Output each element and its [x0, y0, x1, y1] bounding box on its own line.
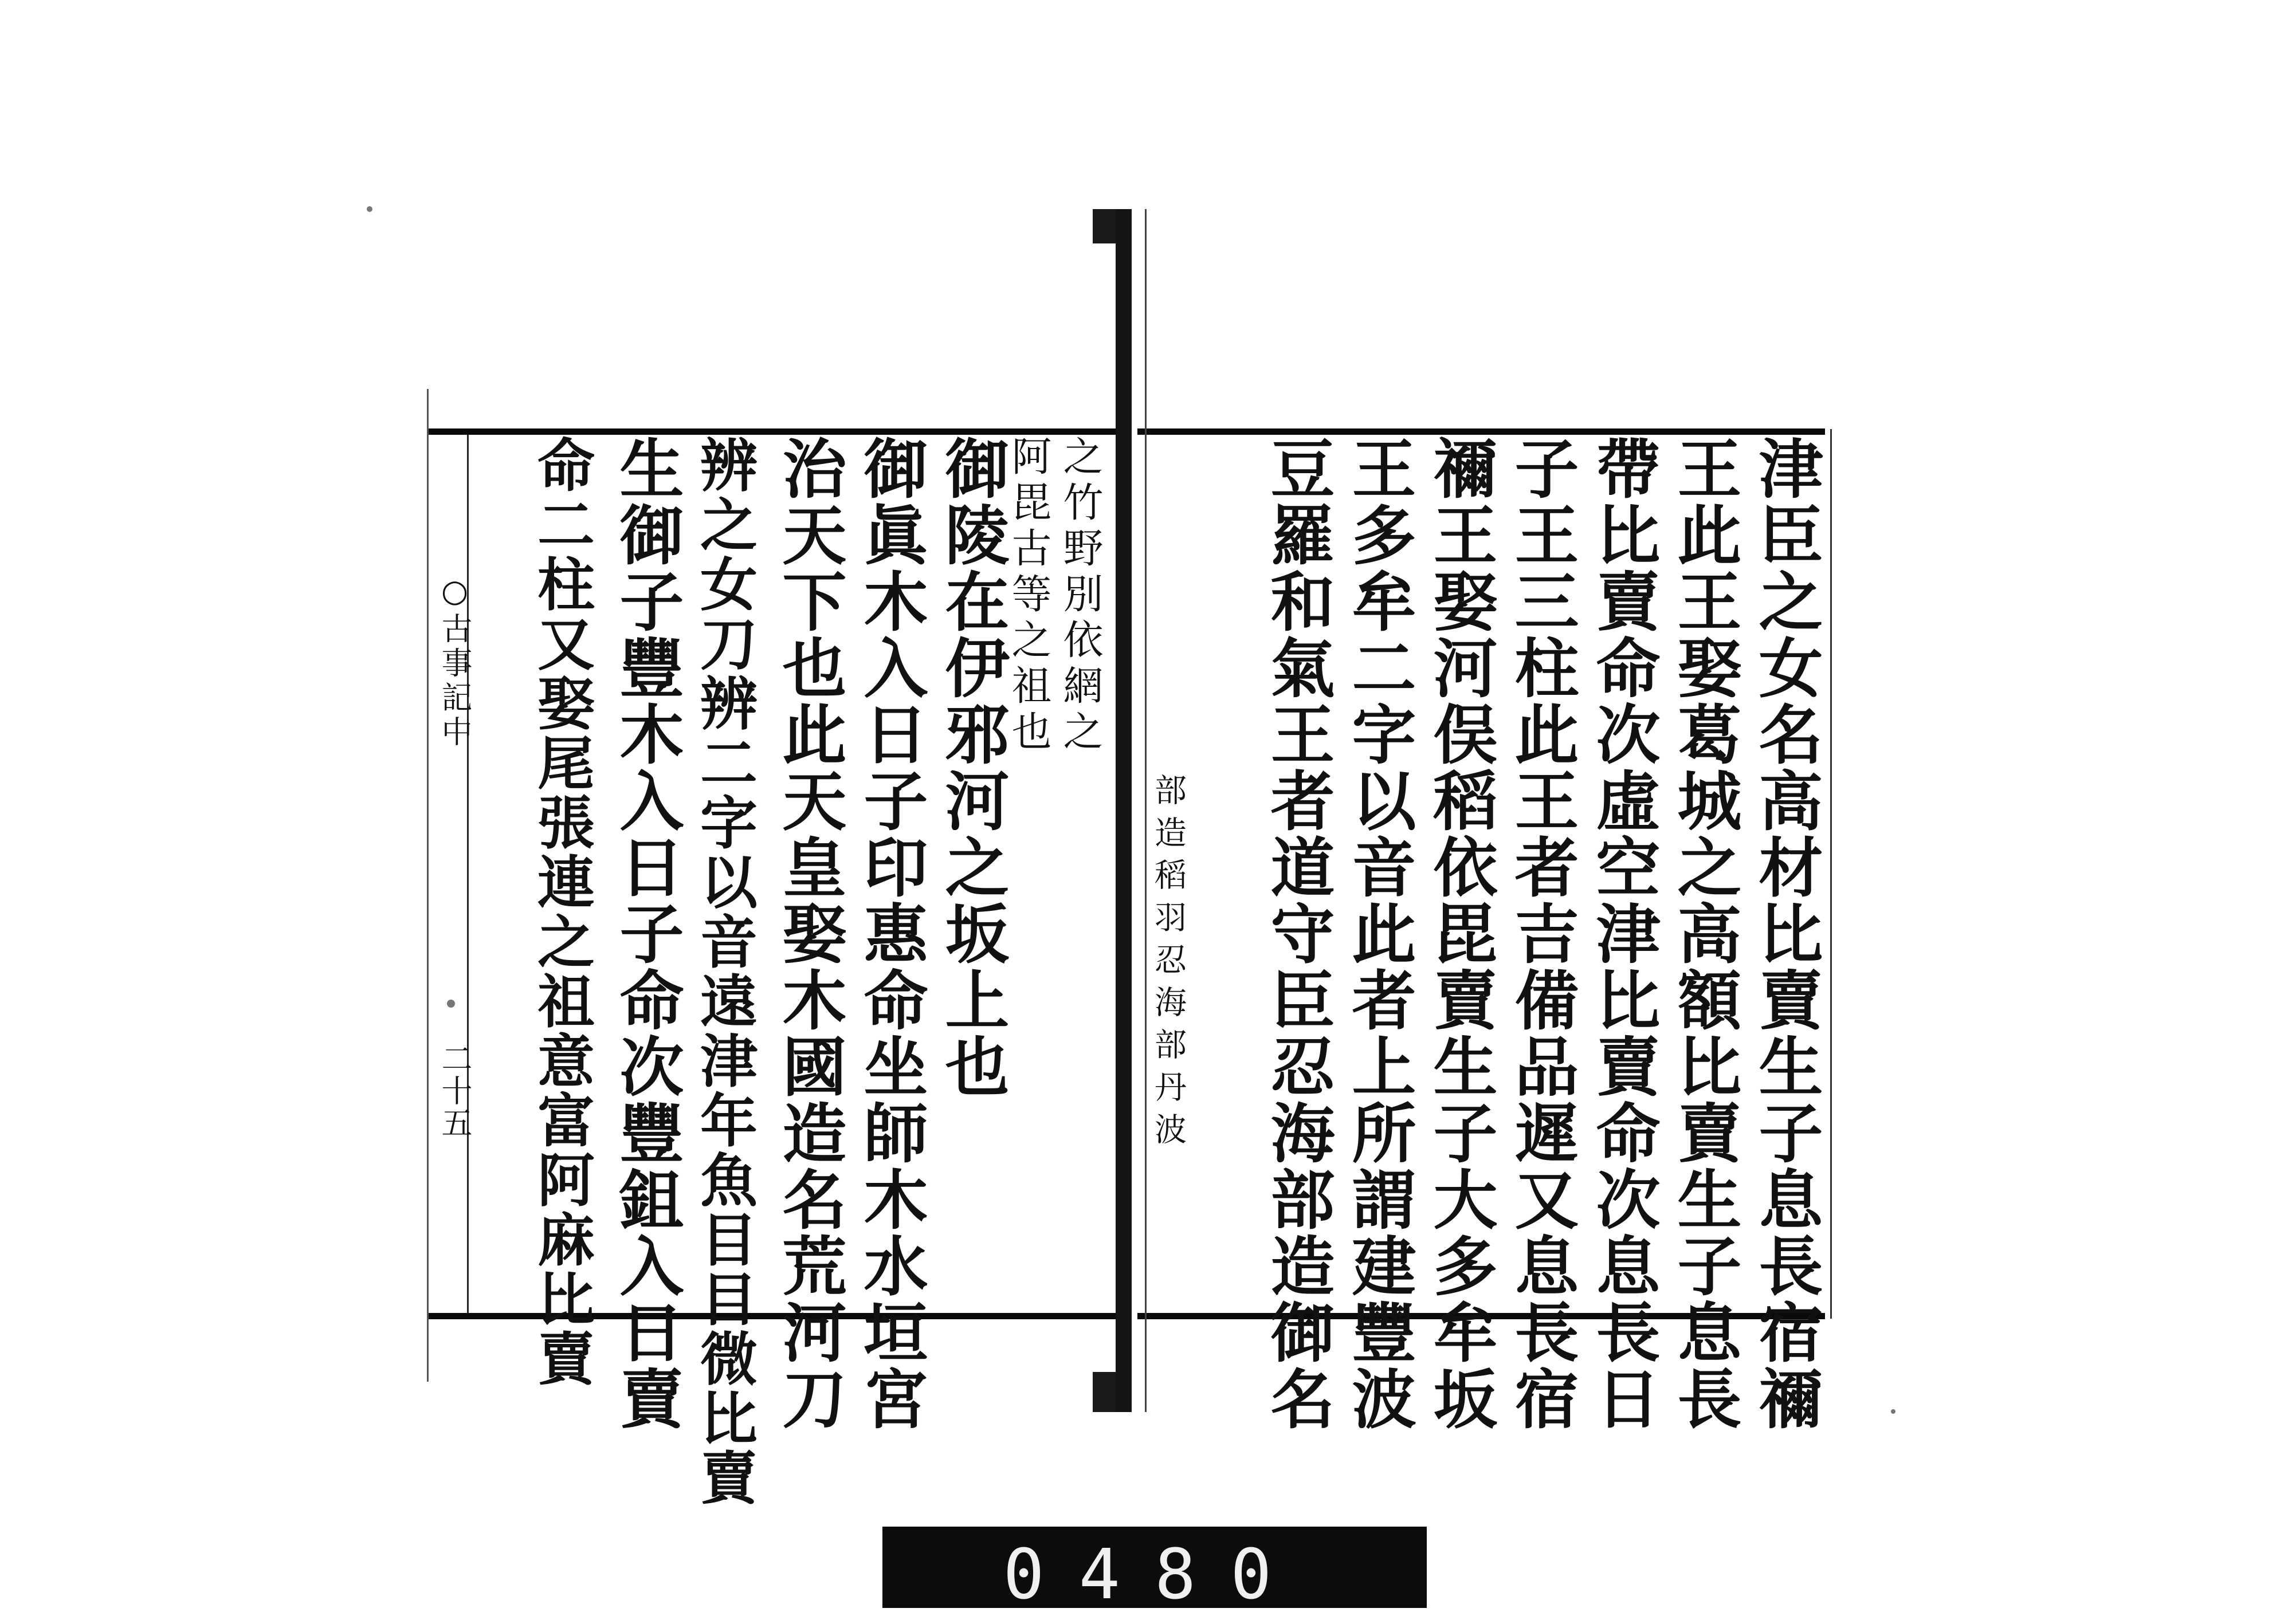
left-page-outer-rule	[427, 389, 429, 1382]
right-page-column-7: 豆羅和氣王者道守臣忍海部造御名	[1260, 435, 1335, 1432]
right-page-column-4: 子王三柱此王者吉備品遲又息長宿	[1504, 435, 1579, 1432]
left-page-column-6: 命二柱又娶尾張連之祖意富阿麻比賣	[528, 435, 595, 1389]
gutter-edge-line	[1145, 209, 1147, 1412]
margin-book-title: ○古事記中	[437, 573, 473, 750]
right-page-column-5: 禰王娶河俣稻依毘賣生子大多牟坂	[1423, 435, 1498, 1432]
left-page-column-5: 生御子豐木入日子命次豐鉏入日賣	[609, 435, 684, 1432]
right-page-outer-rule	[1830, 429, 1832, 1319]
right-page-column-6: 王多牟二字以音此者上所謂建豐波	[1341, 435, 1416, 1432]
archive-number-plate: 0480	[882, 1527, 1427, 1608]
left-page-note-column-2: 阿毘古等之祖也	[1005, 435, 1052, 756]
left-page-note-column-1: 之竹野別依網之	[1057, 435, 1104, 756]
right-page-column-2: 王此王娶葛城之高額比賣生子息長	[1667, 435, 1742, 1432]
scan-speck	[367, 206, 372, 212]
right-page-column-1: 津臣之女名高材比賣生子息長宿禰	[1748, 435, 1823, 1432]
scan-speck	[1891, 1409, 1895, 1414]
left-page-inner-rule	[467, 435, 469, 1313]
left-page-column-1: 御陵在伊邪河之坂上也	[935, 435, 1010, 1100]
right-page-note-column: 部造稻羽忍海部丹波	[1149, 773, 1187, 1155]
left-page-column-4: 辨之女刀辨二字以音遠津年魚目目微比賣	[690, 435, 758, 1508]
left-page-column-2: 御眞木入日子印惠命坐師木水垣宮	[853, 435, 928, 1432]
scan-speck	[447, 1000, 455, 1008]
margin-page-number: 二十五	[437, 1043, 473, 1139]
right-page-column-3: 帶比賣命次虛空津比賣命次息長日	[1585, 435, 1661, 1432]
left-page-column-3: 治天下也此天皇娶木國造名荒河刀	[772, 435, 847, 1432]
book-binding-gutter	[1116, 209, 1132, 1412]
